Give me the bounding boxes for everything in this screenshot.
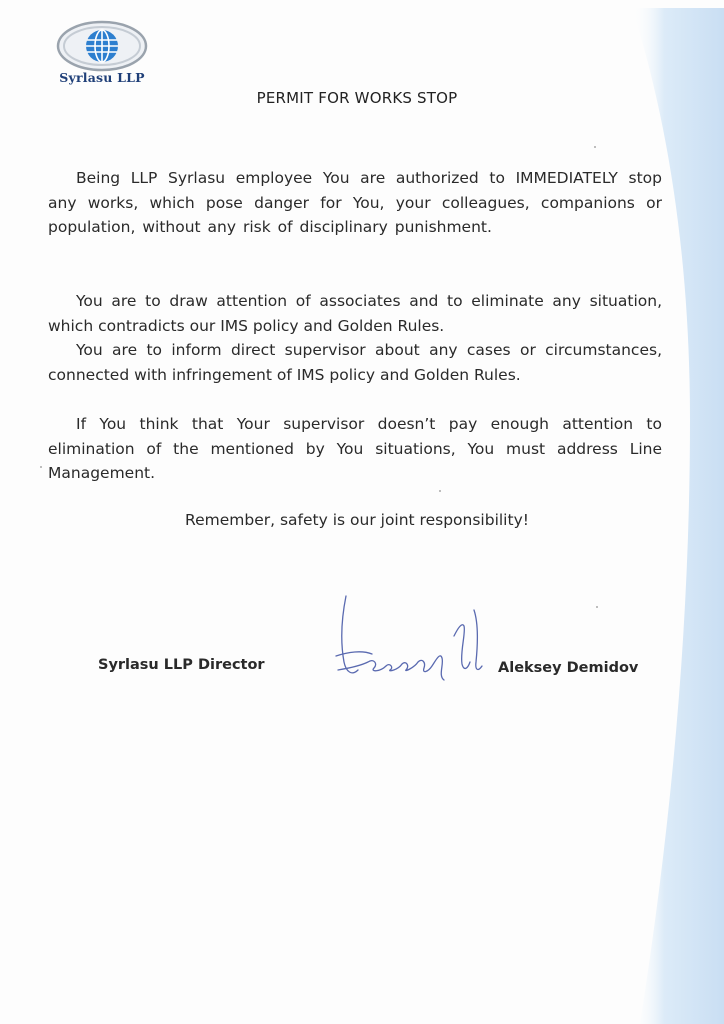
scan-speck [40, 466, 42, 468]
closing-line: Remember, safety is our joint responsibility! [185, 511, 529, 529]
logo-text: Syrlasu LLP [59, 70, 145, 85]
document-title: PERMIT FOR WORKS STOP [256, 89, 458, 107]
paragraph-2 [48, 289, 662, 338]
scan-speck [596, 606, 598, 608]
signatory-position: Syrlasu LLP Director [98, 657, 265, 673]
paragraph-3 [48, 338, 662, 387]
paragraph-3-text: You are to inform direct supervisor about any cases or circumstances, connected with infringement of IMS policy and Golden Rules. [48, 341, 662, 384]
paragraph-4 [48, 412, 662, 486]
paragraph-1-text: Being LLP Syrlasu employee You are authorized to IMMEDIATELY stop any works, which pose danger for You, your colleagues, companions or population, without any risk of disciplinary punishment. [48, 169, 662, 236]
handwritten-signature [328, 592, 492, 688]
scan-speck [439, 490, 441, 492]
globe-icon [86, 30, 118, 62]
scan-speck [594, 146, 596, 148]
signatory-name: Aleksey Demidov [498, 660, 639, 676]
paragraph-2-text: You are to draw attention of associates and to eliminate any situation, which contradicts our IMS policy and Golden Rules. [48, 292, 662, 335]
paragraph-4-text: If You think that Your supervisor doesn’t pay enough attention to elimination of the mentioned by You situations, You must address Line Management. [48, 415, 662, 482]
paragraph-1 [48, 166, 662, 240]
